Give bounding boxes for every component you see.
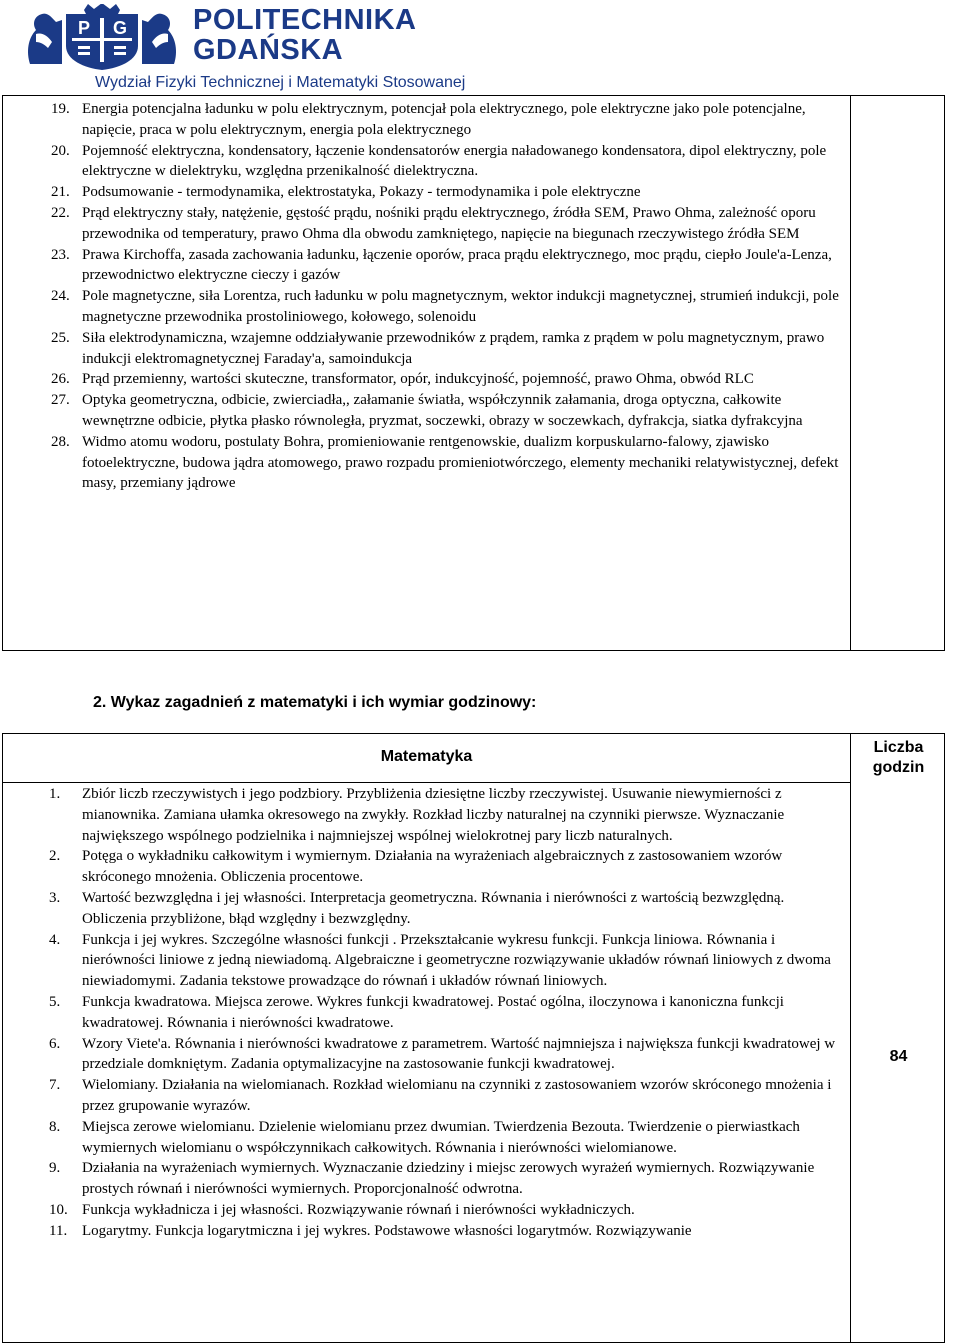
university-logo-icon bbox=[22, 4, 182, 70]
list-item bbox=[51, 328, 851, 370]
column-header-hours-line2: godzin bbox=[872, 759, 925, 776]
list-item-text: Zbiór liczb rzeczywistych i jego podzbiory. Przybliżenia dziesiętne liczby rzeczywistej. Usuwanie niewymierności z mianownika. Zamiana ułamka okresowego na zwykły. Rozkład liczby naturalnej na czynniki pierwsze. Wyznaczanie największego wspólnego podzielnika i najmniejszej wspólnej wielokrotnej pary liczb naturalnych. bbox=[82, 786, 785, 844]
list-item-number: 7. bbox=[49, 1077, 61, 1094]
list-item-text: Działania na wyrażeniach wymiernych. Wyznaczanie dziedziny i miejsc zerowych wyrażeń wymiernych. Rozwiązywanie prostych równań i nierówności wymiernych. Proporcjonalność odwrotna. bbox=[82, 1160, 815, 1198]
faculty-name: Wydział Fizyki Technicznej i Matematyki Stosowanej bbox=[95, 74, 466, 91]
list-item-number: 22. bbox=[51, 204, 70, 221]
list-item-text: Wzory Viete'a. Równania i nierówności kwadratowe z parametrem. Wartość najmniejsza i największa funkcji kwadratowej w przedziale domkniętym. Zadania optymalizacyjne na zastosowanie funkcji kwadratowej. bbox=[82, 1035, 836, 1073]
list-item-number: 26. bbox=[51, 371, 70, 388]
list-item bbox=[51, 203, 851, 245]
list-item-number: 19. bbox=[51, 101, 70, 117]
list-item-text: Potęga o wykładniku całkowitym i wymiernym. Działania na wyrażeniach algebraicznych z zastosowaniem wzorów skróconego mnożenia. Obliczenia procentowe. bbox=[82, 848, 783, 886]
list-item bbox=[49, 1075, 839, 1117]
table-header-divider bbox=[3, 782, 850, 783]
list-item-number: 23. bbox=[51, 246, 70, 263]
list-item-text: Optyka geometryczna, odbicie, zwierciadła,, załamanie światła, współczynnik załamania, droga optyczna, całkowite wewnętrzne odbicie, płytka płasko równoległa, pryzmat, soczewki, obrazy w soczewkach, dyfrakcja, siatka dyfrakcyjna bbox=[82, 392, 803, 429]
physics-topics-table bbox=[2, 95, 945, 651]
list-item-number: 4. bbox=[49, 931, 61, 948]
list-item-number: 8. bbox=[49, 1118, 61, 1135]
list-item-number: 1. bbox=[49, 786, 61, 802]
logo-letter-g: G bbox=[112, 18, 128, 38]
list-item-text: Siła elektrodynamiczna, wzajemne oddziaływanie przewodników z prądem, ramka z prądem w polu magnetycznym, prawo indukcji elektromagnetycznej Faraday'a, samoindukcja bbox=[82, 329, 825, 367]
list-item-number: 21. bbox=[51, 184, 70, 201]
list-item-text: Podsumowanie - termodynamika, elektrostatyka, Pokazy - termodynamika i pole elektryczne bbox=[82, 184, 641, 201]
list-item-text: Logarytmy. Funkcja logarytmiczna i jej wykres. Podstawowe własności logarytmów. Rozwiązywanie bbox=[82, 1222, 692, 1239]
brand-name-line2: GDAŃSKA bbox=[193, 34, 344, 66]
list-item-text: Prawa Kirchoffa, zasada zachowania ładunku, łączenie oporów, praca prądu elektrycznego, moc prądu, ciepło Joule'a-Lenza, przewodnictwo elektryczne cieczy i gazów bbox=[82, 246, 832, 284]
list-item-number: 9. bbox=[49, 1160, 61, 1177]
list-item bbox=[49, 784, 839, 846]
list-item bbox=[49, 930, 839, 992]
list-item-number: 11. bbox=[49, 1222, 68, 1239]
list-item-number: 27. bbox=[51, 392, 70, 409]
list-item bbox=[51, 182, 851, 203]
brand-name-line1: POLITECHNIKA bbox=[193, 4, 417, 36]
list-item-number: 20. bbox=[51, 142, 70, 159]
list-item bbox=[49, 1221, 839, 1242]
list-item bbox=[49, 888, 839, 930]
list-item-number: 10. bbox=[49, 1201, 68, 1218]
list-item bbox=[51, 369, 851, 390]
table-column-divider bbox=[850, 734, 851, 1342]
math-topics-table bbox=[2, 733, 945, 1343]
list-item bbox=[49, 992, 839, 1034]
section-heading: 2. Wykaz zagadnień z matematyki i ich wymiar godzinowy: bbox=[93, 694, 537, 711]
math-topic-list bbox=[49, 784, 839, 1242]
list-item bbox=[51, 245, 851, 287]
column-header-subject: Matematyka bbox=[380, 748, 473, 765]
logo-letter-p: P bbox=[77, 18, 91, 38]
list-item-text: Energia potencjalna ładunku w polu elektrycznym, potencjał pola elektrycznego, pole elektryczne jako pole potencjalne, napięcie, praca w polu elektrycznym, energia pola elektrycznego bbox=[82, 101, 806, 138]
list-item-text: Funkcja i jej wykres. Szczególne własności funkcji . Przekształcanie wykresu funkcji. Funkcja liniowa. Równania i nierówności liniowe z jedną niewiadomą. Algebraiczne i geometryczne rozwiązywanie układów równań liniowych z dwoma niewiadomymi. Zadania tekstowe prowadzące do równań i układów równań liniowych. bbox=[82, 931, 831, 990]
list-item bbox=[49, 1158, 839, 1200]
list-item-number: 5. bbox=[49, 993, 61, 1010]
hours-total: 84 bbox=[889, 1048, 908, 1065]
list-item bbox=[49, 1034, 839, 1076]
list-item-text: Wartość bezwzględna i jej własności. Interpretacja geometryczna. Równania i nierówności z wartością bezwzględną. Obliczenia przybliżone, błąd względny i bezwzględny. bbox=[82, 889, 785, 927]
list-item bbox=[51, 286, 851, 328]
list-item-text: Miejsca zerowe wielomianu. Dzielenie wielomianu przez dwumian. Twierdzenia Bezouta. Twierdzenie o pierwiastkach wymiernych wielomianu o współczynnikach całkowitych. Równania i nierówności wielomianowe. bbox=[82, 1118, 800, 1156]
list-item bbox=[51, 390, 851, 432]
column-header-hours-line1: Liczba bbox=[873, 739, 924, 756]
list-item-text: Pojemność elektryczna, kondensatory, łączenie kondensatorów energia naładowanego kondensatora, dipol elektryczny, pole elektryczne w dielektryku, względna przenikalność dielektryczna. bbox=[82, 142, 827, 180]
list-item-number: 2. bbox=[49, 848, 61, 865]
physics-topic-list bbox=[51, 99, 851, 494]
list-item-text: Prąd przemienny, wartości skuteczne, transformator, opór, indukcyjność, pojemność, prawo Ohma, obwód RLC bbox=[82, 371, 754, 388]
column-header-hours bbox=[851, 738, 946, 778]
list-item-text: Funkcja kwadratowa. Miejsca zerowe. Wykres funkcji kwadratowej. Postać ogólna, iloczynowa i kanoniczna funkcji kwadratowej. Równania i nierówności kwadratowe. bbox=[82, 993, 784, 1031]
list-item-text: Pole magnetyczne, siła Lorentza, ruch ładunku w polu magnetycznym, wektor indukcji magnetycznej, strumień indukcji, pole magnetyczne przewodnika prostoliniowego, kołowego, solenoidu bbox=[82, 288, 839, 325]
list-item-text: Wielomiany. Działania na wielomianach. Rozkład wielomianu na czynniki z zastosowaniem wzorów skróconego mnożenia i przez grupowanie wyrazów. bbox=[82, 1077, 832, 1114]
page-header bbox=[0, 0, 960, 96]
list-item bbox=[49, 1200, 839, 1221]
list-item-number: 25. bbox=[51, 329, 70, 346]
list-item-number: 28. bbox=[51, 433, 70, 450]
list-item bbox=[51, 432, 851, 494]
list-item bbox=[51, 141, 851, 183]
list-item bbox=[51, 99, 851, 141]
list-item-number: 24. bbox=[51, 288, 70, 305]
list-item bbox=[49, 1117, 839, 1159]
list-item-text: Funkcja wykładnicza i jej własności. Rozwiązywanie równań i nierówności wykładniczych. bbox=[82, 1201, 635, 1218]
list-item-number: 3. bbox=[49, 889, 61, 906]
list-item-number: 6. bbox=[49, 1035, 61, 1052]
list-item bbox=[49, 846, 839, 888]
list-item-text: Widmo atomu wodoru, postulaty Bohra, promieniowanie rentgenowskie, dualizm korpuskularno-falowy, zjawisko fotoelektryczne, budowa jądra atomowego, prawo rozpadu promieniotwórczego, elementy mechaniki relatywistycznej, defekt masy, przemiany jądrowe bbox=[82, 433, 839, 492]
list-item-text: Prąd elektryczny stały, natężenie, gęstość prądu, nośniki prądu elektrycznego, źródła SEM, Prawo Ohma, zależność oporu przewodnika od temperatury, prawo Ohma dla obwodu zamkniętego, napięcie na biegunach rzeczywistego źródła SEM bbox=[82, 204, 816, 242]
